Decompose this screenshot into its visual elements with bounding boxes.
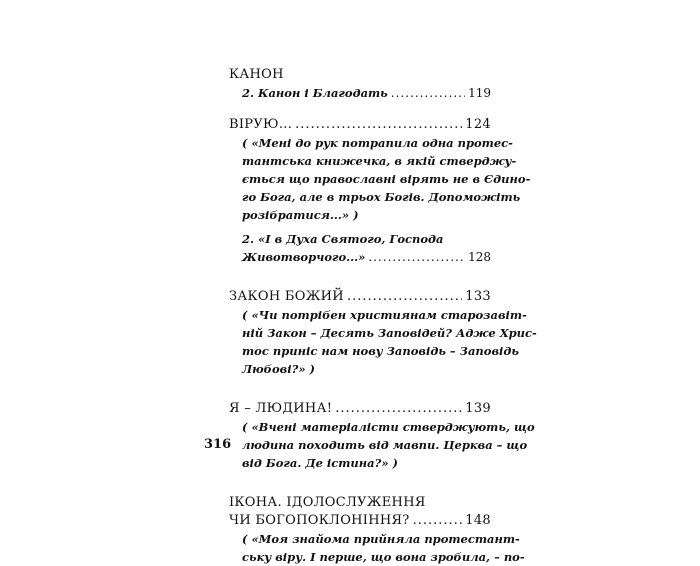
toc-entry-row bbox=[229, 512, 491, 530]
page-number: 128 bbox=[468, 250, 491, 264]
toc-entry-title: Я – ЛЮДИНА! bbox=[229, 401, 333, 416]
toc-entry-zakon bbox=[229, 288, 537, 378]
note-line: від Бога. Де істина?» ) bbox=[242, 456, 398, 470]
page-number: 119 bbox=[468, 86, 491, 100]
dot-leader bbox=[335, 400, 462, 418]
note-line: ську віру. І перше, що вона зробила, – по- bbox=[242, 550, 525, 564]
dot-leader bbox=[347, 288, 462, 306]
dot-leader bbox=[413, 512, 463, 530]
dot-leader bbox=[391, 84, 465, 102]
note-line: ( «Вчені матеріалісти стверджують, що bbox=[242, 420, 535, 434]
note-line: ній Закон – Десять Заповідей? Адже Хрис- bbox=[242, 326, 537, 340]
toc-entry-note bbox=[229, 530, 525, 566]
toc-entry-liudyna bbox=[229, 400, 535, 472]
note-line: людина походить від мавпи. Церква – що bbox=[242, 438, 528, 452]
toc-subentry bbox=[229, 248, 491, 266]
toc-entry-ikona bbox=[229, 494, 525, 566]
table-of-contents bbox=[229, 66, 537, 566]
toc-entry-viruyu bbox=[229, 116, 531, 266]
toc-entry-kanon bbox=[229, 66, 491, 102]
dot-leader bbox=[295, 116, 462, 134]
note-line: ється що православні вірять не в Єдино- bbox=[242, 172, 531, 186]
page-number: 133 bbox=[465, 289, 491, 304]
note-line: ( «Чи потрібен християнам старозавіт- bbox=[242, 308, 527, 322]
note-line: го Бога, але в трьох Богів. Допоможіть bbox=[242, 190, 521, 204]
toc-entry-row bbox=[229, 116, 491, 134]
toc-entry-note bbox=[229, 134, 531, 224]
page-number: 124 bbox=[465, 117, 491, 132]
note-line: розібратися...» ) bbox=[242, 208, 359, 222]
toc-subentry-label: 2. Канон і Благодать bbox=[242, 86, 388, 100]
toc-entry-row bbox=[229, 288, 491, 306]
toc-entry-note bbox=[229, 306, 537, 378]
note-line: тос приніс нам нову Заповідь – Заповідь bbox=[242, 344, 519, 358]
dot-leader bbox=[368, 248, 465, 266]
note-line: Любові?» ) bbox=[242, 362, 315, 376]
note-line: тантська книжечка, в якій стверджу- bbox=[242, 154, 517, 168]
toc-entry-title-cont: ЧИ БОГОПОКЛОНІННЯ? bbox=[229, 513, 410, 528]
toc-subentry bbox=[229, 84, 491, 102]
toc-subentry-label: Животворчого...» bbox=[242, 250, 366, 264]
note-line: ( «Моя знайома прийняла протестант- bbox=[242, 532, 520, 546]
page-number: 139 bbox=[465, 401, 491, 416]
toc-entry-title: ІКОНА. ІДОЛОСЛУЖЕННЯ bbox=[229, 495, 426, 510]
page-number: 148 bbox=[465, 513, 491, 528]
note-line: ( «Мені до рук потрапила одна протес- bbox=[242, 136, 513, 150]
toc-subentry-label: 2. «І в Духа Святого, Господа bbox=[242, 232, 444, 246]
toc-entry-title: КАНОН bbox=[229, 67, 284, 82]
page-folio-number: 316 bbox=[204, 437, 232, 452]
toc-entry-title: ЗАКОН БОЖИЙ bbox=[229, 289, 344, 304]
toc-entry-title: ВІРУЮ... bbox=[229, 117, 293, 132]
toc-entry-note bbox=[229, 418, 535, 472]
toc-entry-row bbox=[229, 400, 491, 418]
